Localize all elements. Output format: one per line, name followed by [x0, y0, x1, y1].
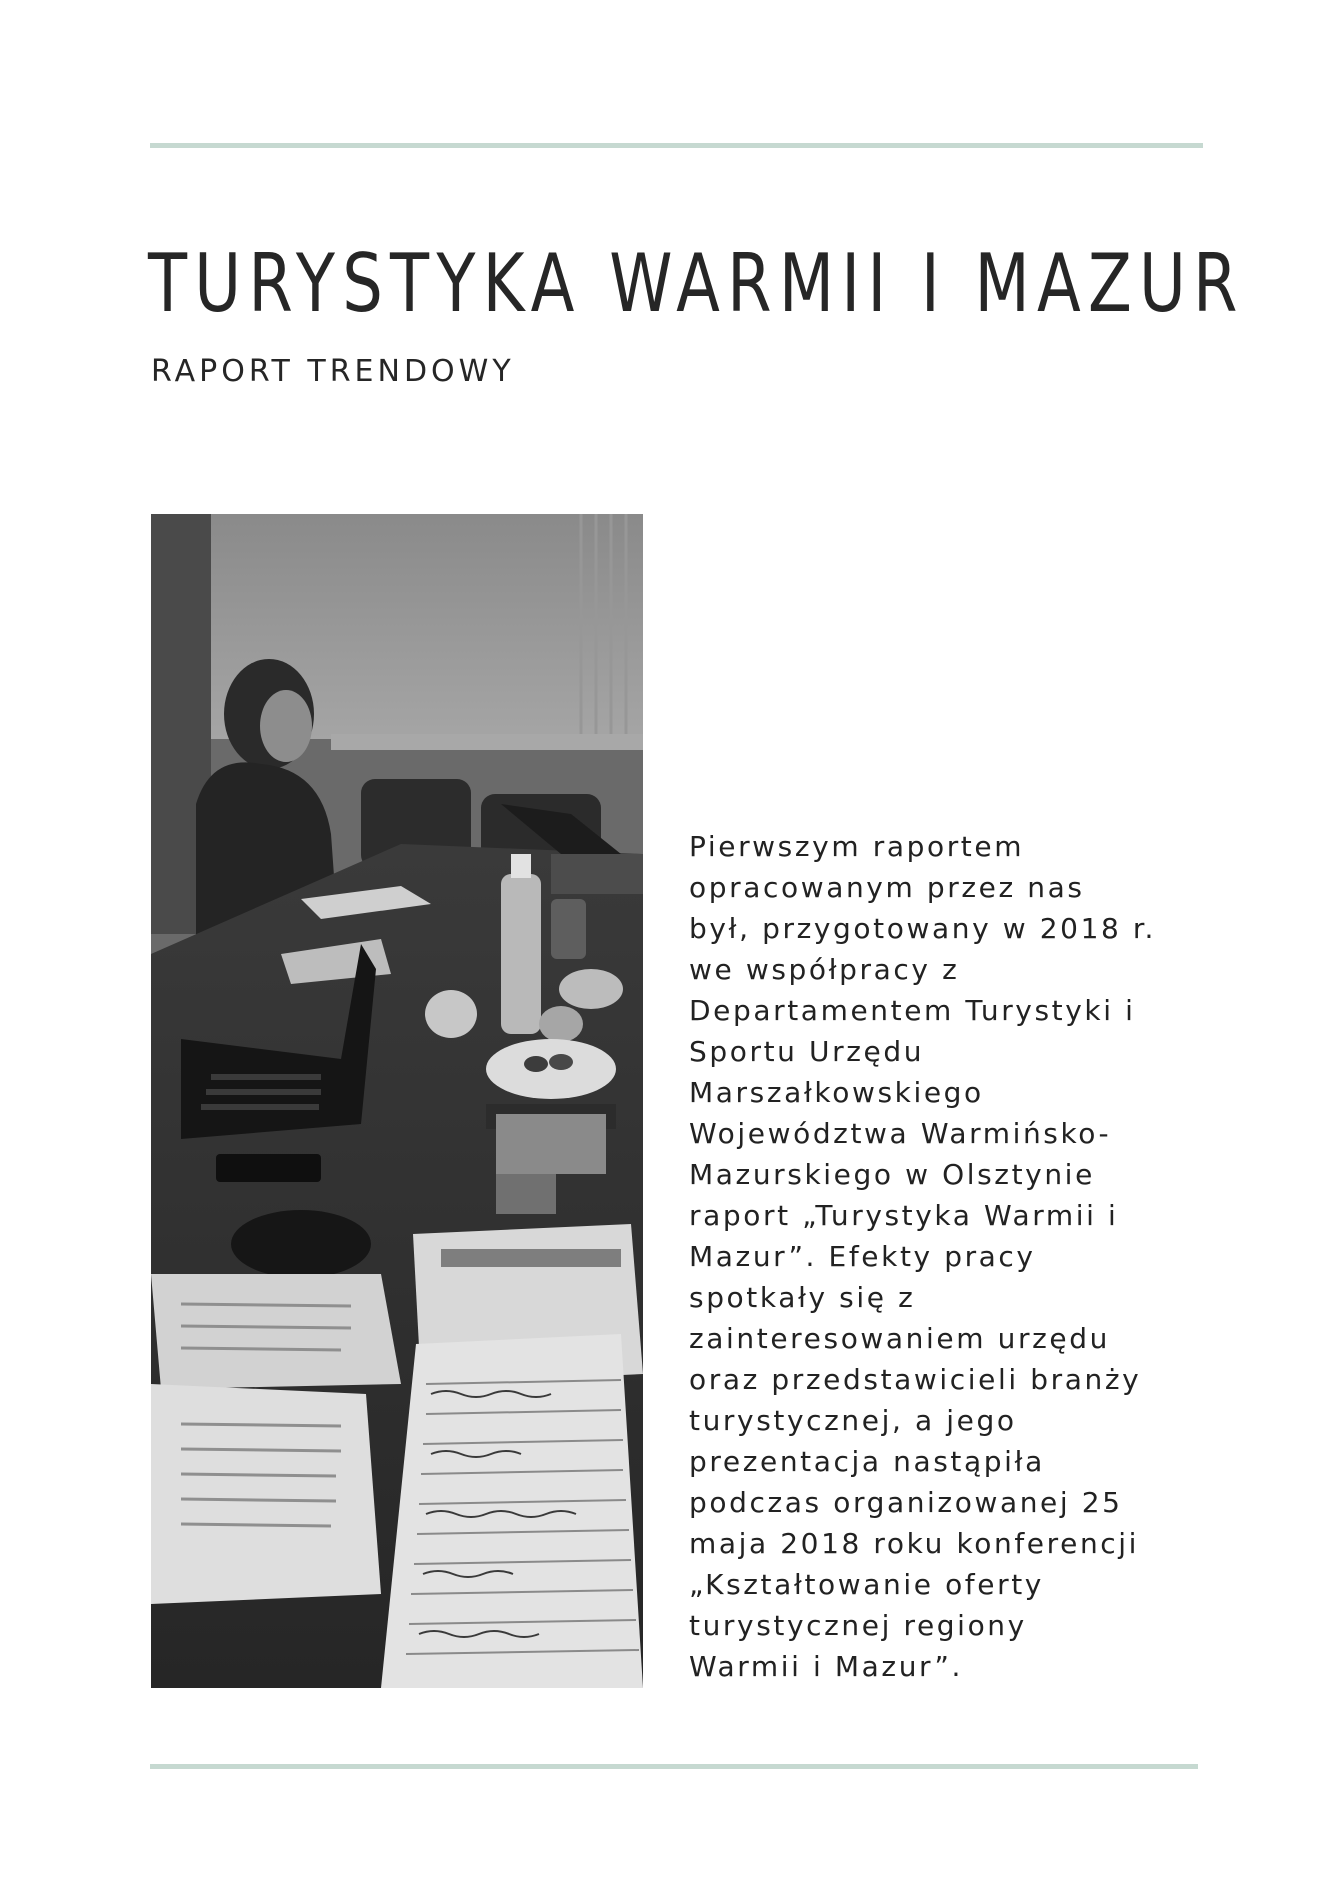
body-line: spotkały się z [689, 1281, 916, 1314]
body-line: Mazurskiego w Olsztynie [689, 1158, 1095, 1191]
body-line: Pierwszym raportem [689, 830, 1025, 863]
body-line: we współpracy z [689, 953, 960, 986]
body-line: Sportu Urzędu [689, 1035, 925, 1068]
page-title: TURYSTYKA WARMII I MAZUR [148, 237, 1245, 330]
body-line: Mazur”. Efekty pracy [689, 1240, 1036, 1273]
body-line: turystycznej regiony [689, 1609, 1027, 1642]
body-line: „Kształtowanie oferty [689, 1568, 1044, 1601]
body-line: Warmii i Mazur”. [689, 1650, 963, 1683]
body-line: podczas organizowanej 25 [689, 1486, 1123, 1519]
top-divider [150, 143, 1203, 148]
body-line: oraz przedstawicieli branży [689, 1363, 1142, 1396]
body-line: opracowanym przez nas [689, 871, 1085, 904]
body-line: Marszałkowskiego [689, 1076, 984, 1109]
body-line: Województwa Warmińsko- [689, 1117, 1112, 1150]
body-line: raport „Turystyka Warmii i [689, 1199, 1119, 1232]
body-line: zainteresowaniem urzędu [689, 1322, 1110, 1355]
body-line: turystycznej, a jego [689, 1404, 1017, 1437]
body-line: był, przygotowany w 2018 r. [689, 912, 1156, 945]
body-line: maja 2018 roku konferencji [689, 1527, 1140, 1560]
bottom-divider [150, 1764, 1198, 1769]
body-paragraph [689, 826, 1209, 1687]
body-line: prezentacja nastąpiła [689, 1445, 1045, 1478]
meeting-photo [151, 514, 643, 1688]
body-line: Departamentem Turystyki i [689, 994, 1136, 1027]
page-subtitle: RAPORT TRENDOWY [151, 354, 515, 389]
